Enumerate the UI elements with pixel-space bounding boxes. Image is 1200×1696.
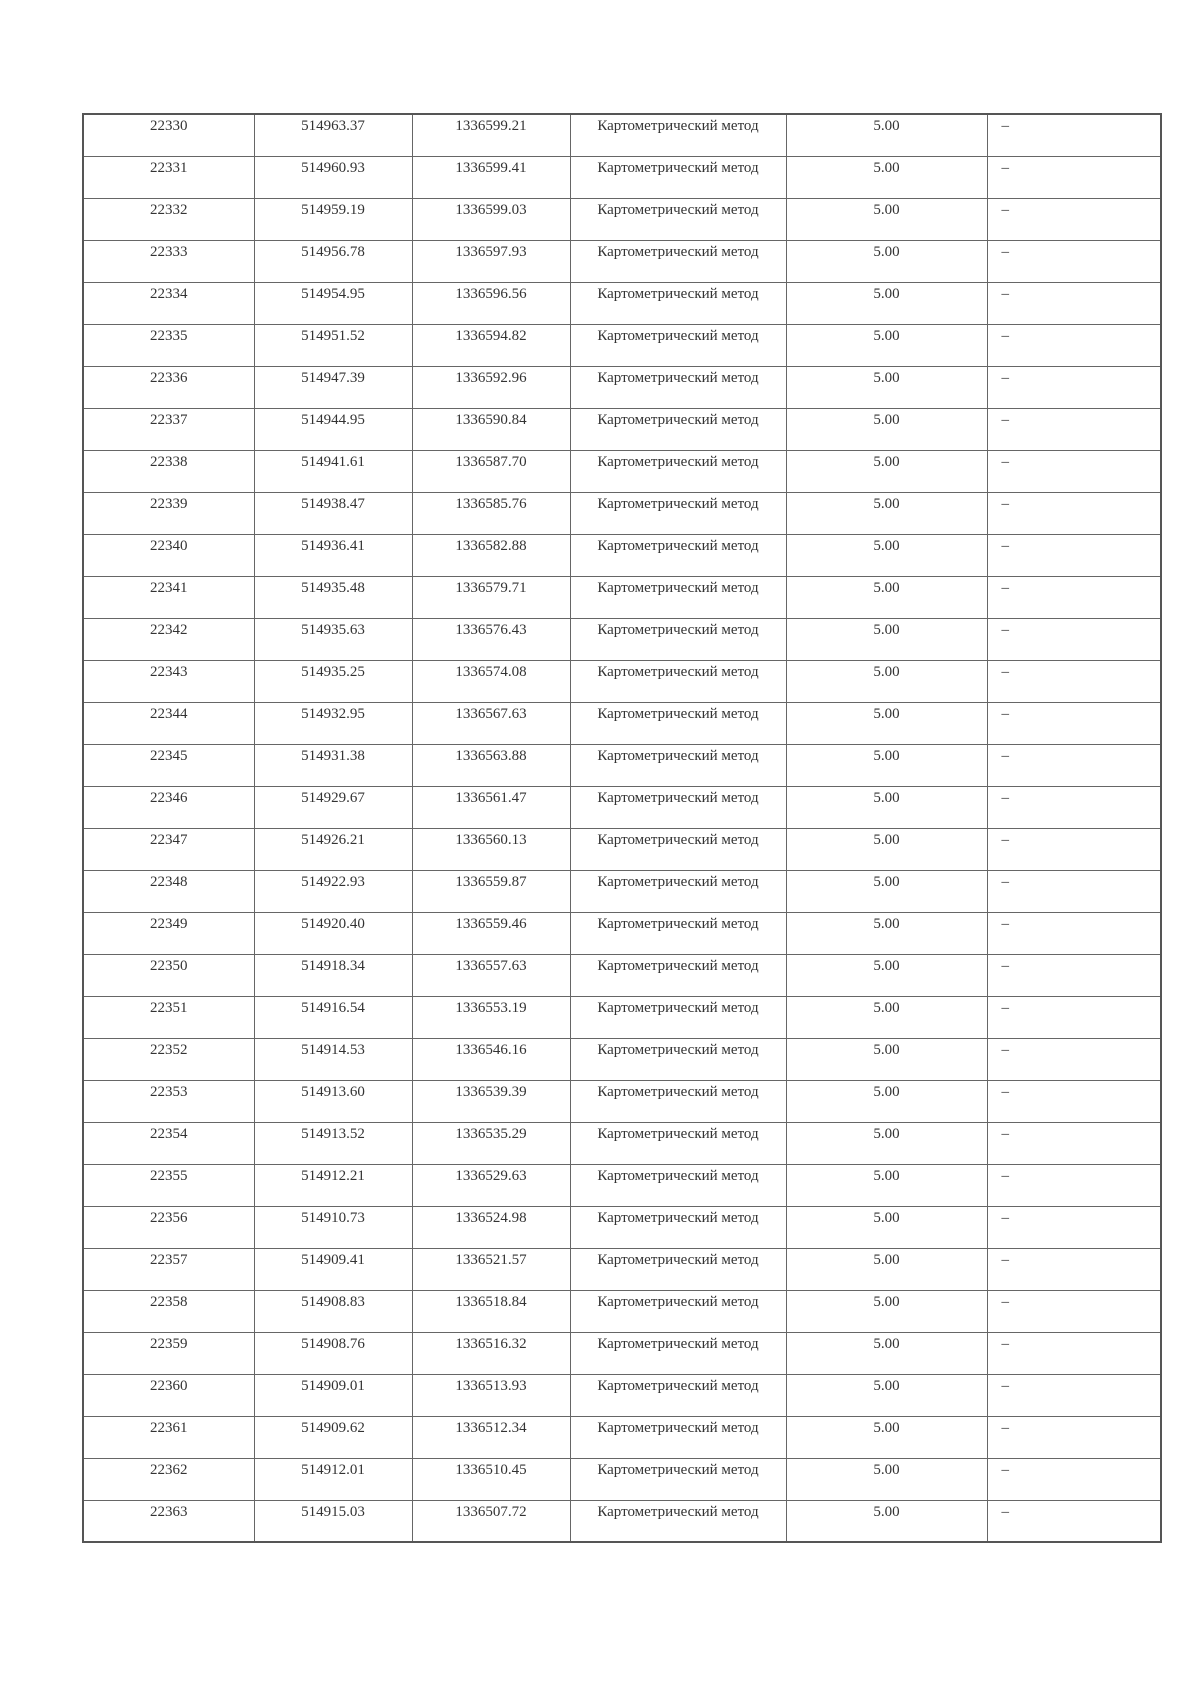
- y-coordinate-cell: 1336592.96: [412, 366, 570, 408]
- table-row: [83, 1038, 1161, 1080]
- method-cell: Картометрический метод: [570, 324, 786, 366]
- method-cell: Картометрический метод: [570, 1248, 786, 1290]
- table-row: [83, 954, 1161, 996]
- point-number-cell: 22333: [83, 240, 254, 282]
- point-number-cell: 22358: [83, 1290, 254, 1332]
- precision-cell: 5.00: [786, 660, 987, 702]
- point-number-cell: 22347: [83, 828, 254, 870]
- point-number-cell: 22337: [83, 408, 254, 450]
- note-cell: –: [987, 912, 1161, 954]
- method-cell: Картометрический метод: [570, 618, 786, 660]
- x-coordinate-cell: 514918.34: [254, 954, 412, 996]
- point-number-cell: 22356: [83, 1206, 254, 1248]
- note-cell: –: [987, 1164, 1161, 1206]
- x-coordinate-cell: 514931.38: [254, 744, 412, 786]
- table-row: [83, 1374, 1161, 1416]
- point-number-cell: 22351: [83, 996, 254, 1038]
- y-coordinate-cell: 1336513.93: [412, 1374, 570, 1416]
- table-row: [83, 1080, 1161, 1122]
- y-coordinate-cell: 1336529.63: [412, 1164, 570, 1206]
- precision-cell: 5.00: [786, 702, 987, 744]
- y-coordinate-cell: 1336510.45: [412, 1458, 570, 1500]
- precision-cell: 5.00: [786, 198, 987, 240]
- note-cell: –: [987, 744, 1161, 786]
- precision-cell: 5.00: [786, 240, 987, 282]
- precision-cell: 5.00: [786, 324, 987, 366]
- table-row: [83, 618, 1161, 660]
- point-number-cell: 22355: [83, 1164, 254, 1206]
- method-cell: Картометрический метод: [570, 828, 786, 870]
- method-cell: Картометрический метод: [570, 534, 786, 576]
- method-cell: Картометрический метод: [570, 912, 786, 954]
- x-coordinate-cell: 514913.52: [254, 1122, 412, 1164]
- table-row: [83, 1206, 1161, 1248]
- table-row: [83, 408, 1161, 450]
- y-coordinate-cell: 1336559.46: [412, 912, 570, 954]
- y-coordinate-cell: 1336579.71: [412, 576, 570, 618]
- method-cell: Картометрический метод: [570, 744, 786, 786]
- precision-cell: 5.00: [786, 1290, 987, 1332]
- table-row: [83, 450, 1161, 492]
- point-number-cell: 22363: [83, 1500, 254, 1542]
- note-cell: –: [987, 1416, 1161, 1458]
- note-cell: –: [987, 1374, 1161, 1416]
- point-number-cell: 22332: [83, 198, 254, 240]
- method-cell: Картометрический метод: [570, 366, 786, 408]
- y-coordinate-cell: 1336594.82: [412, 324, 570, 366]
- point-number-cell: 22331: [83, 156, 254, 198]
- note-cell: –: [987, 1080, 1161, 1122]
- x-coordinate-cell: 514959.19: [254, 198, 412, 240]
- y-coordinate-cell: 1336587.70: [412, 450, 570, 492]
- note-cell: –: [987, 408, 1161, 450]
- y-coordinate-cell: 1336563.88: [412, 744, 570, 786]
- method-cell: Картометрический метод: [570, 450, 786, 492]
- note-cell: –: [987, 576, 1161, 618]
- x-coordinate-cell: 514941.61: [254, 450, 412, 492]
- point-number-cell: 22361: [83, 1416, 254, 1458]
- note-cell: –: [987, 1458, 1161, 1500]
- note-cell: –: [987, 1500, 1161, 1542]
- point-number-cell: 22352: [83, 1038, 254, 1080]
- y-coordinate-cell: 1336596.56: [412, 282, 570, 324]
- note-cell: –: [987, 1248, 1161, 1290]
- y-coordinate-cell: 1336582.88: [412, 534, 570, 576]
- method-cell: Картометрический метод: [570, 1332, 786, 1374]
- precision-cell: 5.00: [786, 1500, 987, 1542]
- method-cell: Картометрический метод: [570, 1080, 786, 1122]
- method-cell: Картометрический метод: [570, 786, 786, 828]
- note-cell: –: [987, 1038, 1161, 1080]
- x-coordinate-cell: 514935.25: [254, 660, 412, 702]
- x-coordinate-cell: 514960.93: [254, 156, 412, 198]
- precision-cell: 5.00: [786, 1332, 987, 1374]
- table-row: [83, 240, 1161, 282]
- table-row: [83, 1416, 1161, 1458]
- y-coordinate-cell: 1336524.98: [412, 1206, 570, 1248]
- method-cell: Картометрический метод: [570, 1164, 786, 1206]
- x-coordinate-cell: 514956.78: [254, 240, 412, 282]
- precision-cell: 5.00: [786, 1038, 987, 1080]
- y-coordinate-cell: 1336590.84: [412, 408, 570, 450]
- point-number-cell: 22357: [83, 1248, 254, 1290]
- point-number-cell: 22339: [83, 492, 254, 534]
- x-coordinate-cell: 514909.01: [254, 1374, 412, 1416]
- table-row: [83, 576, 1161, 618]
- precision-cell: 5.00: [786, 576, 987, 618]
- x-coordinate-cell: 514908.83: [254, 1290, 412, 1332]
- precision-cell: 5.00: [786, 534, 987, 576]
- note-cell: –: [987, 996, 1161, 1038]
- table-row: [83, 996, 1161, 1038]
- point-number-cell: 22343: [83, 660, 254, 702]
- x-coordinate-cell: 514938.47: [254, 492, 412, 534]
- table-row: [83, 912, 1161, 954]
- table-row: [83, 1458, 1161, 1500]
- method-cell: Картометрический метод: [570, 1038, 786, 1080]
- method-cell: Картометрический метод: [570, 114, 786, 156]
- point-number-cell: 22341: [83, 576, 254, 618]
- y-coordinate-cell: 1336521.57: [412, 1248, 570, 1290]
- y-coordinate-cell: 1336567.63: [412, 702, 570, 744]
- table-row: [83, 1248, 1161, 1290]
- precision-cell: 5.00: [786, 114, 987, 156]
- x-coordinate-cell: 514910.73: [254, 1206, 412, 1248]
- y-coordinate-cell: 1336574.08: [412, 660, 570, 702]
- precision-cell: 5.00: [786, 1122, 987, 1164]
- method-cell: Картометрический метод: [570, 1206, 786, 1248]
- table-row: [83, 1500, 1161, 1542]
- method-cell: Картометрический метод: [570, 408, 786, 450]
- precision-cell: 5.00: [786, 618, 987, 660]
- table-row: [83, 744, 1161, 786]
- point-number-cell: 22348: [83, 870, 254, 912]
- note-cell: –: [987, 366, 1161, 408]
- note-cell: –: [987, 870, 1161, 912]
- document-page: [82, 113, 1160, 1543]
- precision-cell: 5.00: [786, 1458, 987, 1500]
- precision-cell: 5.00: [786, 282, 987, 324]
- point-number-cell: 22360: [83, 1374, 254, 1416]
- y-coordinate-cell: 1336516.32: [412, 1332, 570, 1374]
- point-number-cell: 22354: [83, 1122, 254, 1164]
- y-coordinate-cell: 1336512.34: [412, 1416, 570, 1458]
- precision-cell: 5.00: [786, 450, 987, 492]
- x-coordinate-cell: 514935.48: [254, 576, 412, 618]
- table-row: [83, 1290, 1161, 1332]
- point-number-cell: 22338: [83, 450, 254, 492]
- point-number-cell: 22350: [83, 954, 254, 996]
- table-row: [83, 324, 1161, 366]
- note-cell: –: [987, 1332, 1161, 1374]
- table-row: [83, 828, 1161, 870]
- x-coordinate-cell: 514935.63: [254, 618, 412, 660]
- method-cell: Картометрический метод: [570, 660, 786, 702]
- coordinates-table-body: [83, 114, 1161, 1542]
- precision-cell: 5.00: [786, 1206, 987, 1248]
- point-number-cell: 22353: [83, 1080, 254, 1122]
- x-coordinate-cell: 514926.21: [254, 828, 412, 870]
- precision-cell: 5.00: [786, 492, 987, 534]
- y-coordinate-cell: 1336559.87: [412, 870, 570, 912]
- method-cell: Картометрический метод: [570, 282, 786, 324]
- note-cell: –: [987, 828, 1161, 870]
- precision-cell: 5.00: [786, 366, 987, 408]
- x-coordinate-cell: 514920.40: [254, 912, 412, 954]
- note-cell: –: [987, 492, 1161, 534]
- precision-cell: 5.00: [786, 912, 987, 954]
- table-row: [83, 156, 1161, 198]
- y-coordinate-cell: 1336546.16: [412, 1038, 570, 1080]
- y-coordinate-cell: 1336507.72: [412, 1500, 570, 1542]
- method-cell: Картометрический метод: [570, 198, 786, 240]
- y-coordinate-cell: 1336576.43: [412, 618, 570, 660]
- precision-cell: 5.00: [786, 870, 987, 912]
- note-cell: –: [987, 282, 1161, 324]
- x-coordinate-cell: 514947.39: [254, 366, 412, 408]
- table-row: [83, 870, 1161, 912]
- note-cell: –: [987, 240, 1161, 282]
- precision-cell: 5.00: [786, 996, 987, 1038]
- point-number-cell: 22349: [83, 912, 254, 954]
- point-number-cell: 22334: [83, 282, 254, 324]
- note-cell: –: [987, 786, 1161, 828]
- y-coordinate-cell: 1336557.63: [412, 954, 570, 996]
- precision-cell: 5.00: [786, 954, 987, 996]
- x-coordinate-cell: 514954.95: [254, 282, 412, 324]
- x-coordinate-cell: 514915.03: [254, 1500, 412, 1542]
- y-coordinate-cell: 1336518.84: [412, 1290, 570, 1332]
- y-coordinate-cell: 1336553.19: [412, 996, 570, 1038]
- y-coordinate-cell: 1336597.93: [412, 240, 570, 282]
- y-coordinate-cell: 1336539.39: [412, 1080, 570, 1122]
- table-row: [83, 198, 1161, 240]
- note-cell: –: [987, 324, 1161, 366]
- note-cell: –: [987, 660, 1161, 702]
- coordinates-table: [82, 113, 1162, 1543]
- x-coordinate-cell: 514908.76: [254, 1332, 412, 1374]
- precision-cell: 5.00: [786, 1374, 987, 1416]
- x-coordinate-cell: 514913.60: [254, 1080, 412, 1122]
- y-coordinate-cell: 1336561.47: [412, 786, 570, 828]
- method-cell: Картометрический метод: [570, 1122, 786, 1164]
- point-number-cell: 22342: [83, 618, 254, 660]
- table-row: [83, 786, 1161, 828]
- point-number-cell: 22346: [83, 786, 254, 828]
- table-row: [83, 534, 1161, 576]
- table-row: [83, 1164, 1161, 1206]
- method-cell: Картометрический метод: [570, 702, 786, 744]
- table-row: [83, 366, 1161, 408]
- precision-cell: 5.00: [786, 828, 987, 870]
- method-cell: Картометрический метод: [570, 1290, 786, 1332]
- method-cell: Картометрический метод: [570, 1416, 786, 1458]
- y-coordinate-cell: 1336599.41: [412, 156, 570, 198]
- method-cell: Картометрический метод: [570, 1458, 786, 1500]
- precision-cell: 5.00: [786, 156, 987, 198]
- note-cell: –: [987, 1122, 1161, 1164]
- point-number-cell: 22362: [83, 1458, 254, 1500]
- point-number-cell: 22335: [83, 324, 254, 366]
- note-cell: –: [987, 1290, 1161, 1332]
- method-cell: Картометрический метод: [570, 492, 786, 534]
- point-number-cell: 22340: [83, 534, 254, 576]
- table-row: [83, 282, 1161, 324]
- point-number-cell: 22344: [83, 702, 254, 744]
- method-cell: Картометрический метод: [570, 870, 786, 912]
- x-coordinate-cell: 514944.95: [254, 408, 412, 450]
- note-cell: –: [987, 114, 1161, 156]
- note-cell: –: [987, 198, 1161, 240]
- note-cell: –: [987, 954, 1161, 996]
- precision-cell: 5.00: [786, 1164, 987, 1206]
- table-row: [83, 660, 1161, 702]
- method-cell: Картометрический метод: [570, 576, 786, 618]
- point-number-cell: 22345: [83, 744, 254, 786]
- method-cell: Картометрический метод: [570, 1374, 786, 1416]
- precision-cell: 5.00: [786, 786, 987, 828]
- x-coordinate-cell: 514909.41: [254, 1248, 412, 1290]
- note-cell: –: [987, 1206, 1161, 1248]
- x-coordinate-cell: 514912.01: [254, 1458, 412, 1500]
- method-cell: Картометрический метод: [570, 156, 786, 198]
- x-coordinate-cell: 514929.67: [254, 786, 412, 828]
- table-row: [83, 492, 1161, 534]
- y-coordinate-cell: 1336599.21: [412, 114, 570, 156]
- x-coordinate-cell: 514951.52: [254, 324, 412, 366]
- method-cell: Картометрический метод: [570, 240, 786, 282]
- x-coordinate-cell: 514936.41: [254, 534, 412, 576]
- y-coordinate-cell: 1336585.76: [412, 492, 570, 534]
- table-row: [83, 702, 1161, 744]
- precision-cell: 5.00: [786, 744, 987, 786]
- method-cell: Картометрический метод: [570, 1500, 786, 1542]
- x-coordinate-cell: 514916.54: [254, 996, 412, 1038]
- x-coordinate-cell: 514912.21: [254, 1164, 412, 1206]
- y-coordinate-cell: 1336560.13: [412, 828, 570, 870]
- point-number-cell: 22330: [83, 114, 254, 156]
- note-cell: –: [987, 618, 1161, 660]
- y-coordinate-cell: 1336535.29: [412, 1122, 570, 1164]
- table-row: [83, 114, 1161, 156]
- note-cell: –: [987, 450, 1161, 492]
- point-number-cell: 22359: [83, 1332, 254, 1374]
- precision-cell: 5.00: [786, 408, 987, 450]
- y-coordinate-cell: 1336599.03: [412, 198, 570, 240]
- point-number-cell: 22336: [83, 366, 254, 408]
- table-row: [83, 1122, 1161, 1164]
- x-coordinate-cell: 514963.37: [254, 114, 412, 156]
- precision-cell: 5.00: [786, 1248, 987, 1290]
- method-cell: Картометрический метод: [570, 996, 786, 1038]
- table-row: [83, 1332, 1161, 1374]
- x-coordinate-cell: 514932.95: [254, 702, 412, 744]
- x-coordinate-cell: 514922.93: [254, 870, 412, 912]
- precision-cell: 5.00: [786, 1416, 987, 1458]
- x-coordinate-cell: 514914.53: [254, 1038, 412, 1080]
- note-cell: –: [987, 702, 1161, 744]
- note-cell: –: [987, 534, 1161, 576]
- method-cell: Картометрический метод: [570, 954, 786, 996]
- x-coordinate-cell: 514909.62: [254, 1416, 412, 1458]
- precision-cell: 5.00: [786, 1080, 987, 1122]
- note-cell: –: [987, 156, 1161, 198]
